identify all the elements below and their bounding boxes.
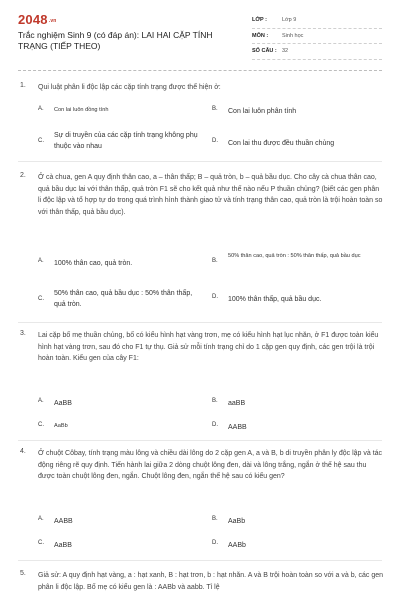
document-title: Trắc nghiệm Sinh 9 (có đáp án): LAI HAI CẶP TÍNH TRẠNG (TIẾP THEO) — [18, 30, 213, 51]
option-letter: A. — [38, 258, 44, 264]
option-text: 50% thân cao, quả bầu dục : 50% thân thấp, quả tròn. — [54, 290, 193, 308]
question-text: Lai cặp bố mẹ thuần chủng, bố có kiểu hình hạt vàng trơn, mẹ có kiểu hình hạt lục nhăn, ở F1 được toàn kiểu hình hạt vàng trơn, sau đó cho F1 tự thụ. Giả sử mỗi tính trạng chỉ do 1 cặp gen quy định, các gen trội là trội hoàn toàn. Kiểu gen của cây F1: — [38, 332, 379, 362]
question-number: 4. — [20, 448, 26, 455]
option-letter: D. — [212, 422, 218, 428]
option-letter: C. — [38, 540, 44, 546]
question-text: Giả sử: A quy định hạt vàng, a : hạt xanh, B : hạt trơn, b : hạt nhăn. A và B trội hoàn toàn so với a và b, các gen phân li độc lập. Bố mẹ có kiểu gen là : AABb và aabb. Tỉ lệ — [38, 572, 384, 591]
question-text: Qui luật phân li độc lập các cặp tính trạng được thể hiện ở: — [38, 84, 221, 91]
option-text: AABb — [228, 542, 246, 549]
option-letter: C. — [38, 138, 44, 144]
meta-row-class — [252, 13, 382, 29]
option-letter: A. — [38, 398, 44, 404]
header-divider — [18, 70, 382, 71]
option-letter: D. — [212, 138, 218, 144]
meta-value: Lớp 9 — [282, 17, 297, 23]
option-text: 50% thân cao, quả tròn : 50% thân thấp, quả bầu dục — [228, 253, 361, 259]
logo-domain: .vn — [48, 17, 57, 24]
question-text: Ở cà chua, gen A quy định thân cao, a – thân thấp; B – quả tròn, b – quả bầu dục. Cho cây cà chua thân cao, quả bầu dục lai với thân thấp, quả tròn F1 sẽ cho kết quả như thế nào nếu P thuần chủng? (biết các gen phân li độc lập và tổ hợp tự do trong quá trình hình thành giao tử và tính trạng thân cao, quả tròn là trội hoàn toàn so với thân thấp, quả bầu dục). — [38, 174, 383, 216]
question-number: 2. — [20, 172, 26, 179]
question-number: 3. — [20, 330, 26, 337]
document-header — [0, 0, 400, 70]
option-letter: A. — [38, 516, 44, 522]
logo-text: 2048 — [18, 12, 48, 27]
option-letter: D. — [212, 294, 218, 300]
option-letter: A. — [38, 106, 44, 112]
option-letter: B. — [212, 398, 218, 404]
option-text: AaBb — [228, 518, 246, 525]
option-text: AaBB — [54, 542, 72, 549]
question-number: 1. — [20, 82, 26, 89]
option-letter: C. — [38, 296, 44, 302]
site-logo[interactable] — [18, 12, 57, 27]
option-text: Con lai thu được đều thuần chủng — [228, 140, 335, 147]
option-letter: B. — [212, 106, 218, 112]
meta-key: SỐ CÂU : — [252, 48, 277, 54]
option-text: AaBB — [54, 400, 72, 407]
question-divider — [18, 322, 382, 323]
meta-value: Sinh học — [282, 32, 304, 39]
meta-key: MÔN : — [252, 32, 269, 39]
option-text: AaBb — [54, 423, 68, 429]
meta-key: LỚP : — [252, 17, 267, 23]
option-text: 100% thân cao, quả tròn. — [54, 260, 133, 267]
option-letter: B. — [212, 516, 218, 522]
meta-row-subject — [252, 29, 382, 45]
option-letter: C. — [38, 422, 44, 428]
option-text: aaBB — [228, 400, 246, 407]
option-letter: B. — [212, 258, 218, 264]
question-divider — [18, 560, 382, 561]
option-text: Sự di truyền của các cặp tính trạng không phụ thuộc vào nhau — [54, 132, 198, 150]
option-text: AABB — [228, 424, 247, 431]
option-text: Con lai luôn phân tính — [228, 108, 297, 115]
question-divider — [18, 440, 382, 441]
question-divider — [18, 161, 382, 162]
option-text: 100% thân thấp, quả bầu dục. — [228, 296, 322, 303]
option-letter: D. — [212, 540, 218, 546]
question-text: Ở chuột Côbay, tính trạng màu lông và chiều dài lông do 2 cặp gen A, a và B, b di truyền phân ly độc lập và tác động riêng rẽ quy định. Tiến hành lai giữa 2 dòng chuột lông đen, dài và lông trắng, ngắn ở thế hệ sau thu được toàn chuột lông đen, ngắn. Chuột lông đen, ngắn thế hệ sau có kiểu gen? — [38, 450, 383, 480]
option-text: Con lai luôn đồng tính — [54, 107, 109, 113]
question-number: 5. — [20, 570, 26, 577]
option-text: AABB — [54, 518, 73, 525]
meta-row-count — [252, 44, 382, 60]
document-meta — [252, 13, 382, 60]
meta-value: 32 — [282, 48, 289, 54]
